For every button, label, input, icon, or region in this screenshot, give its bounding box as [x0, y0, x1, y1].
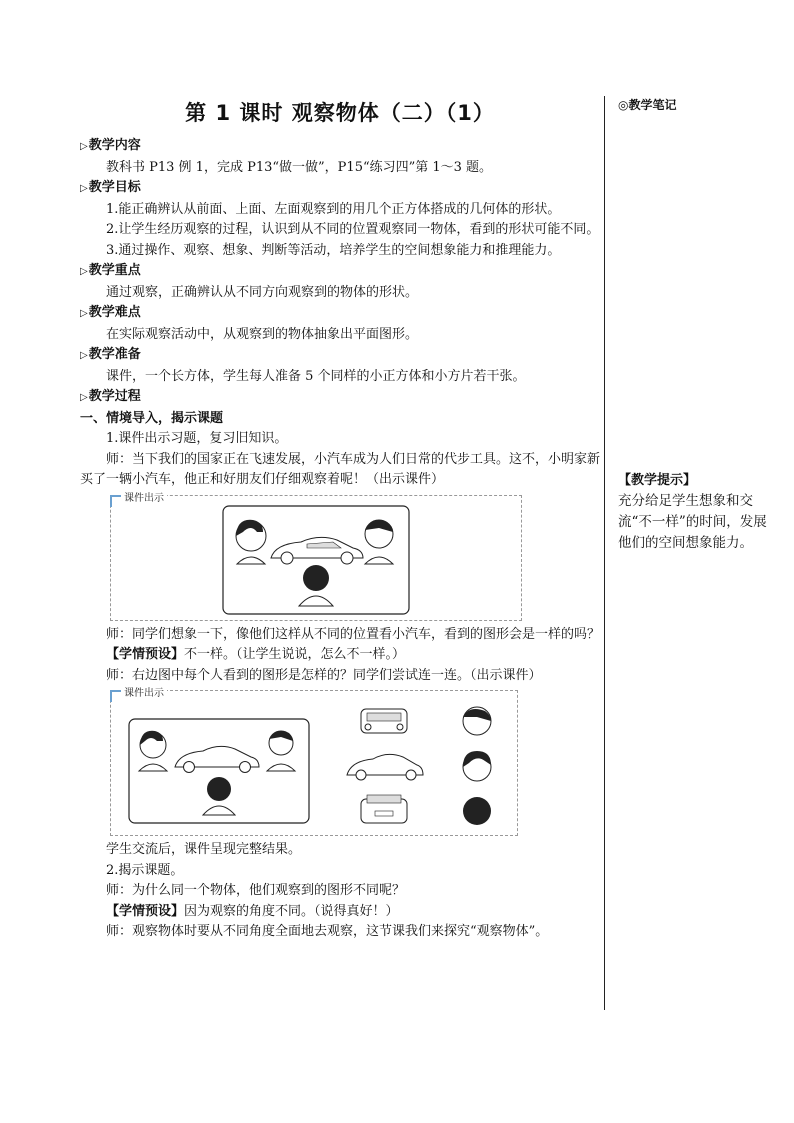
goal-2: 2.让学生经历观察的过程，认识到从不同的位置观察同一物体，看到的形状可能不同。 [106, 222, 600, 237]
scene-illustration-1 [111, 496, 521, 620]
section-head-goals: ▷教学目标 [80, 180, 141, 195]
prep-text: 课件，一个长方体，学生每人准备 5 个同样的小正方体和小方片若干张。 [106, 368, 526, 384]
student-forecast-1: 【学情预设】不一样。（让学生说说，怎么不一样。） [106, 647, 406, 662]
boy-icon [267, 731, 295, 771]
goal-1: 1.能正确辨认从前面、上面、左面观察到的用几个正方体搭成的几何体的形状。 [106, 201, 561, 217]
boy-head-side-icon [463, 707, 491, 735]
after-exchange: 学生交流后，课件呈现完整结果。 [106, 842, 302, 857]
section-head-content: ▷教学内容 [80, 138, 141, 153]
student-forecast-2: 【学情预设】因为观察的角度不同。（说得真好！） [106, 903, 399, 919]
car-back-view-icon [361, 795, 407, 823]
section-head-prep: ▷教学准备 [80, 347, 141, 362]
boy-back-icon [299, 565, 333, 606]
sidebar [618, 96, 778, 551]
main-column [80, 96, 600, 943]
teacher-line-2: 师：同学们想象一下，像他们这样从不同的位置看小汽车，看到的图形会是一样的吗？ [106, 626, 601, 642]
boy-head-back-icon [463, 797, 491, 825]
section-head-process: ▷教学过程 [80, 389, 141, 404]
tip-title: 【教学提示】 [618, 473, 697, 488]
teacher-line-3: 师：右边图中每个人看到的图形是怎样的？同学们尝试连一连。（出示课件） [106, 667, 542, 683]
girl-head-icon [463, 751, 491, 781]
courseware-box-1 [110, 492, 522, 621]
difficulty-text: 在实际观察活动中，从观察到的物体抽象出平面图形。 [106, 326, 419, 342]
boy-icon [365, 520, 393, 564]
teacher-line-1: 师：当下我们的国家正在飞速发展，小汽车成为人们日常的代步工具。这不，小明家新买了一辆小汽车，他正和好朋友们仔细观察着呢！（出示课件） [80, 451, 601, 487]
part-1-heading: 一、情境导入，揭示课题 [80, 410, 224, 426]
courseware-box-2 [110, 690, 518, 836]
step-1: 1.课件出示习题，复习旧知识。 [106, 431, 288, 446]
courseware-label: 课件出示 [121, 489, 167, 504]
teacher-line-4: 师：为什么同一个物体，他们观察到的图形不同呢？ [106, 883, 406, 898]
teacher-line-5: 师：观察物体时要从不同角度全面地去观察，这节课我们来探究“观察物体”。 [106, 924, 549, 939]
car-side-view-icon [347, 754, 423, 780]
goal-3: 3.通过操作、观察、想象、判断等活动，培养学生的空间想象能力和推理能力。 [106, 242, 561, 258]
column-divider [604, 96, 605, 1010]
scene-illustration-2 [111, 691, 517, 835]
girl-icon [236, 519, 266, 563]
car-icon [271, 537, 363, 564]
boy-back-icon [203, 777, 235, 815]
step-2: 2.揭示课题。 [106, 862, 184, 878]
tip-body: 充分给足学生想象和交流“不一样”的时间，发展他们的空间想象能力。 [618, 493, 767, 551]
girl-icon [139, 731, 167, 771]
courseware-label-2: 课件出示 [121, 684, 167, 699]
section-head-key: ▷教学重点 [80, 263, 141, 278]
car-front-view-icon [361, 709, 407, 733]
page-title: 第 1 课时 观察物体（二）（1） [185, 101, 495, 125]
teaching-tip [618, 471, 768, 554]
section-head-difficulty: ▷教学难点 [80, 305, 141, 320]
content-text: 教科书 P13 例 1，完成 P13“做一做”，P15“练习四”第 1～3 题。 [106, 159, 493, 175]
key-text: 通过观察，正确辨认从不同方向观察到的物体的形状。 [106, 284, 419, 300]
car-icon [175, 746, 259, 772]
notes-title: ◎教学笔记 [618, 98, 677, 112]
